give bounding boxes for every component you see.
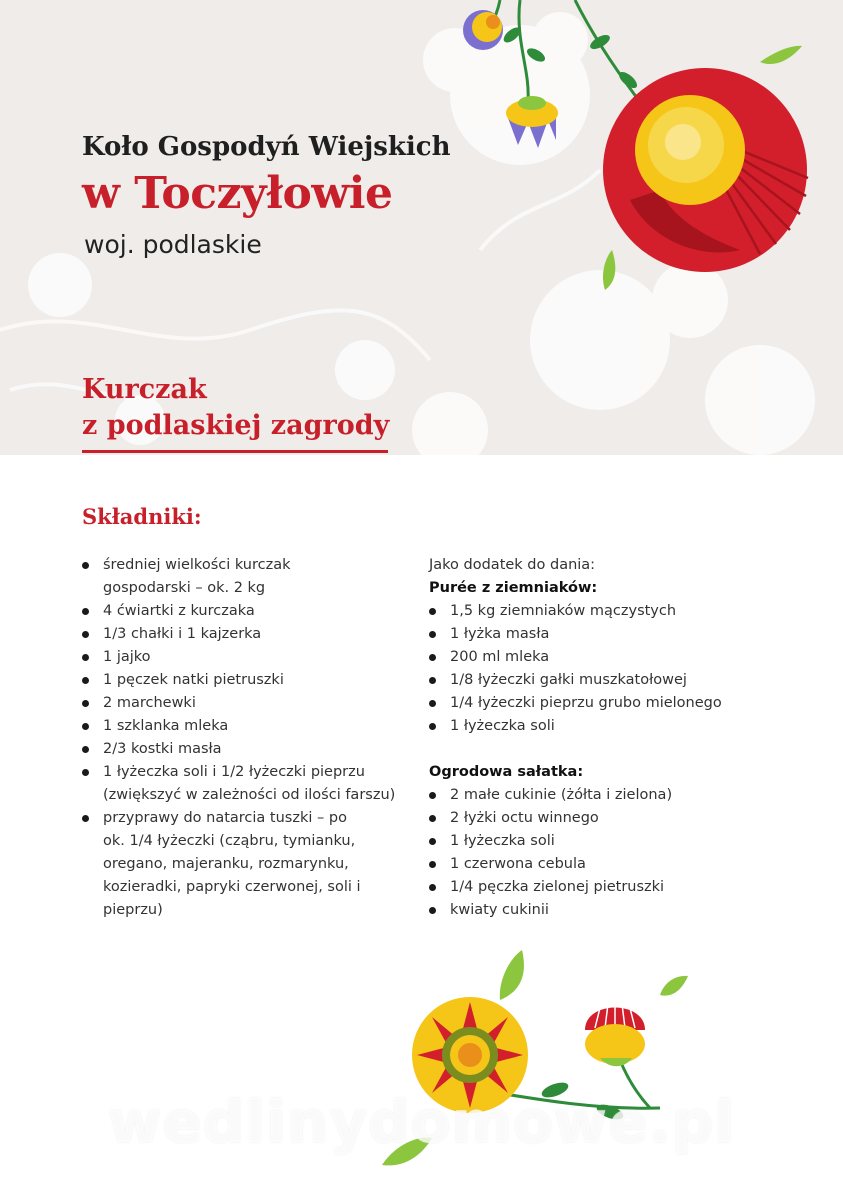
list-item: 1/3 chałki i 1 kajzerka (82, 623, 402, 646)
region-label: woj. podlaskie (84, 230, 262, 259)
salad-heading: Ogrodowa sałatka: (429, 764, 584, 780)
list-item: 1 łyżeczka soli (429, 830, 749, 853)
list-item: kwiaty cukinii (429, 899, 749, 922)
list-item: 1 łyżeczka soli (429, 715, 749, 738)
puree-list (429, 600, 749, 738)
puree-heading: Purée z ziemniaków: (429, 580, 598, 596)
list-item: 1 łyżeczka soli i 1/2 łyżeczki pieprzu (zwiększyć w zależności od ilości farszu) (82, 761, 403, 807)
list-item: 1 szklanka mleka (82, 715, 402, 738)
list-item: 1 czerwona cebula (429, 853, 749, 876)
recipe-title-line1: Kurczak (82, 374, 207, 405)
list-item: 1 pęczek natki pietruszki (82, 669, 402, 692)
list-item: średniej wielkości kurczak gospodarski – ok. 2 kg (82, 554, 308, 600)
ingredients-heading: Składniki: (82, 504, 202, 529)
list-item: 2 marchewki (82, 692, 402, 715)
main-ingredients-list (82, 554, 402, 922)
list-item: 200 ml mleka (429, 646, 749, 669)
side-dish-intro: Jako dodatek do dania: (429, 557, 596, 573)
list-item: 4 ćwiartki z kurczaka (82, 600, 402, 623)
organization-location: w Toczyłowie (82, 168, 393, 219)
list-item: 2 małe cukinie (żółta i zielona) (429, 784, 749, 807)
list-item: 1 jajko (82, 646, 402, 669)
title-underline (82, 450, 388, 453)
list-item: 2 łyżki octu winnego (429, 807, 749, 830)
list-item: 1,5 kg ziemniaków mączystych (429, 600, 749, 623)
list-item: 1 łyżka masła (429, 623, 749, 646)
recipe-title-line2: z podlaskiej zagrody (82, 410, 390, 441)
list-item: 2/3 kostki masła (82, 738, 402, 761)
list-item: 1/4 pęczka zielonej pietruszki (429, 876, 749, 899)
salad-list (429, 784, 749, 922)
organization-name: Koło Gospodyń Wiejskich (82, 132, 451, 162)
watermark: wedlinydomowe.pl (107, 1088, 736, 1156)
list-item: 1/8 łyżeczki gałki muszkatołowej (429, 669, 749, 692)
side-dishes-column (429, 554, 749, 922)
list-item: przyprawy do natarcia tuszki – po ok. 1/4 łyżeczki (cząbru, tymianku, oregano, majeranku, rozmarynku, kozieradki, papryki czerwonej, soli i pieprzu) (82, 807, 365, 922)
list-item: 1/4 łyżeczki pieprzu grubo mielonego (429, 692, 749, 715)
header-section (0, 0, 843, 455)
recipe-title (82, 372, 389, 444)
